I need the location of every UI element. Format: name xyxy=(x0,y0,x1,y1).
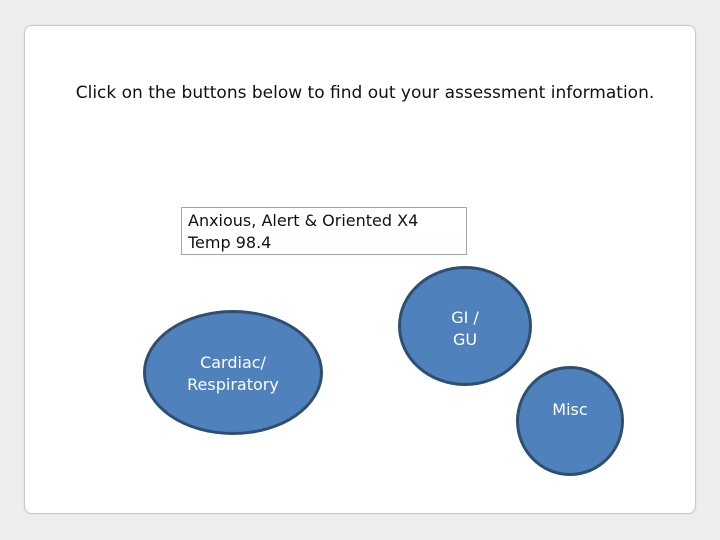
cardiac-respiratory-button[interactable] xyxy=(143,310,323,435)
info-line-orientation: Anxious, Alert & Oriented X4 xyxy=(188,211,419,230)
gi-gu-button[interactable] xyxy=(398,266,532,386)
misc-label: Misc xyxy=(552,400,588,419)
assessment-info-box xyxy=(181,207,467,255)
gi-gu-label: GI / GU xyxy=(451,308,479,349)
slide-panel xyxy=(24,25,696,514)
cardiac-respiratory-label: Cardiac/ Respiratory xyxy=(187,353,279,394)
info-line-temp: Temp 98.4 xyxy=(188,233,272,252)
misc-button[interactable] xyxy=(516,366,624,476)
instructions-text: Click on the buttons below to find out your assessment information. xyxy=(75,83,655,103)
